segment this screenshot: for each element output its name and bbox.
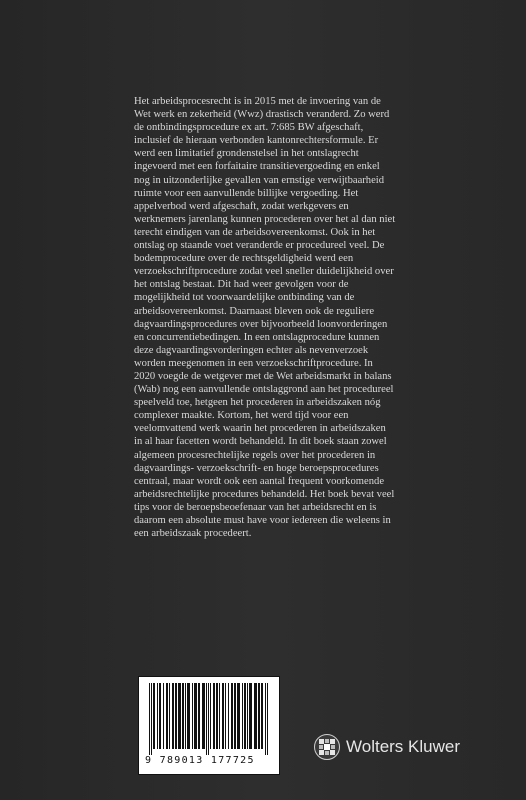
isbn-number: 9 789013 177725 [145,755,255,766]
publisher-logo [314,734,460,760]
wolters-kluwer-logo-icon [314,734,340,760]
blurb-text-block [134,95,396,540]
publisher-name: Wolters Kluwer [346,737,460,756]
publisher-area [314,730,526,764]
barcode-bars [147,683,271,755]
isbn-barcode [138,676,280,775]
blurb-paragraph: Het arbeidsprocesrecht is in 2015 met de invoering van de Wet werk en zekerheid (Wwz) drastisch veranderd. Zo werd de ontbindingsprocedure ex art. 7:685 BW afgeschaft, inclusief de hieraan verbonden kantonrechtersformule. Er werd een limitatief grondenstelsel in het ontslagrecht ingevoerd met een forfaitaire transitievergoeding en enkel nog in uitzonderlijke gevallen van ernstige verwijtbaarheid ruimte voor een aanvullende billijke vergoeding. Het appelverbod werd afgeschaft, zodat werkgevers en werknemers jarenlang kunnen procederen over het al dan niet terecht eindigen van de arbeidsovereenkomst. Ook in het ontslag op staande voet veranderde er procedureel veel. De bodemprocedure over de rechtsgeldigheid werd een verzoekschriftprocedure zodat veel sneller duidelijkheid over het ontslag bestaat. Dit had weer gevolgen voor de mogelijkheid tot voorwaardelijke ontbinding van de arbeidsovereenkomst. Daarnaast bleven ook de reguliere dagvaardingsprocedures over bijvoorbeeld loonvorderingen en concurrentiebedingen. In een ontslagprocedure kunnen deze dagvaardingsvorderingen echter als nevenverzoek worden meegenomen in een verzoekschriftprocedure. In 2020 voegde de wetgever met de Wet arbeidsmarkt in balans (Wab) nog een aanvullende ontslaggrond aan het procedureel speelveld toe, hetgeen het procederen in arbeidszaken nóg complexer maakte. Kortom, het werd tijd voor een veelomvattend werk waarin het procederen in arbeidszaken in al haar facetten wordt behandeld. In dit boek staan zowel algemeen procesrechtelijke regels over het procederen in dagvaardings- verzoekschrift- en hoge beroepsprocedures centraal, maar wordt ook een aantal frequent voorkomende arbeidsrechtelijke procedures behandeld. Het boek bevat veel tips voor de beroepsbeoefenaar van het arbeidsrecht en is daarom een absolute must have voor iedereen die weleens in een arbeidszaak procedeert. [134,96,396,540]
